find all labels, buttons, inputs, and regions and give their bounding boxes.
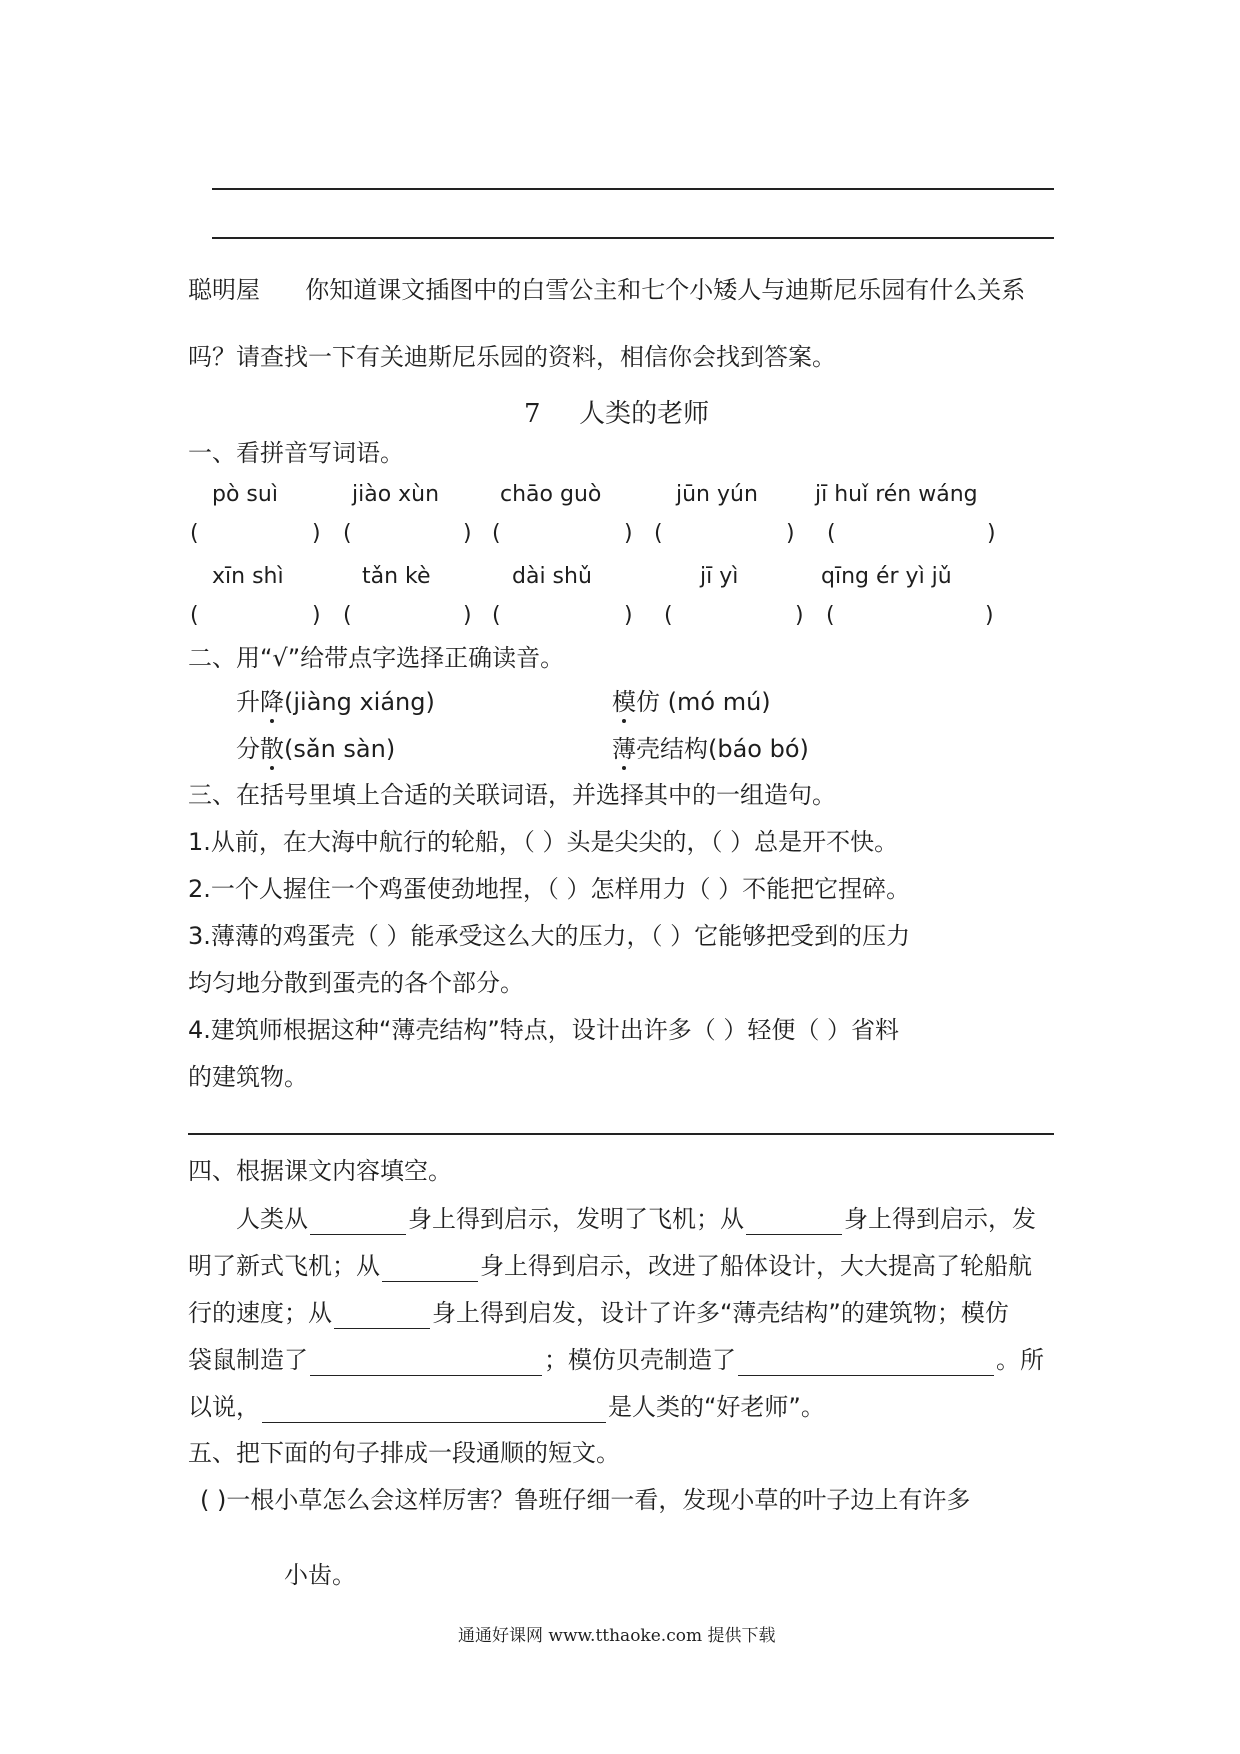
fill-text-1a: 人类从	[236, 1205, 308, 1233]
fill-text-4c: 。所	[996, 1346, 1044, 1374]
answer-line-1	[212, 188, 1054, 190]
smart-room-line1: 你知道课文插图中的白雪公主和七个小矮人与迪斯尼乐园有什么关系	[305, 276, 1026, 304]
fill-text-3a: 行的速度；从	[188, 1299, 332, 1327]
bracket-close-1-5: )	[987, 521, 996, 546]
fill-text-3b: 身上得到启发，设计了许多“薄壳结构”的建筑物；模仿	[432, 1299, 1009, 1327]
bracket-open-2-3: (	[492, 603, 501, 628]
bracket-close-1-2: )	[463, 521, 472, 546]
pinyin-2-2: tǎn kè	[362, 564, 431, 589]
bracket-open-1-1: (	[190, 521, 199, 546]
bracket-open-1-2: (	[343, 521, 352, 546]
pronounce-item-2	[612, 686, 771, 718]
item4-dotted-char: 薄	[612, 735, 636, 763]
section4-heading: 四、根据课文内容填空。	[188, 1157, 452, 1185]
blank-5[interactable]	[310, 1349, 542, 1376]
pinyin-2-5: qīng ér yì jǔ	[821, 564, 952, 589]
section3-heading: 三、在括号里填上合适的关联词语，并选择其中的一组造句。	[188, 781, 836, 809]
blank-6[interactable]	[738, 1349, 994, 1376]
fill-text-5b: 是人类的“好老师”。	[608, 1393, 825, 1421]
pronounce-item-1	[236, 686, 435, 718]
blank-4[interactable]	[334, 1302, 430, 1329]
blank-7[interactable]	[262, 1396, 606, 1423]
bracket-close-2-2: )	[463, 603, 472, 628]
pinyin-1-4: jūn yún	[676, 482, 758, 507]
smart-room-label: 聪明屋	[188, 276, 260, 304]
lesson-name: 人类的老师	[579, 399, 710, 429]
section3-line-4: 均匀地分散到蛋壳的各个部分。	[188, 969, 524, 997]
pronounce-item-3	[236, 733, 395, 765]
fill-text-2b: 身上得到启示，改进了船体设计，大大提高了轮船航	[480, 1252, 1032, 1280]
item4-char2: 壳	[636, 735, 660, 763]
bracket-close-2-5: )	[985, 603, 994, 628]
answer-line-2	[212, 237, 1054, 239]
fill-line-2	[188, 1250, 1032, 1282]
bracket-close-1-4: )	[786, 521, 795, 546]
fill-text-4a: 袋鼠制造了	[188, 1346, 308, 1374]
order-bracket[interactable]: ( )	[200, 1486, 227, 1514]
pinyin-1-2: jiào xùn	[352, 482, 440, 507]
fill-line-1	[236, 1203, 1036, 1235]
fill-text-1b: 身上得到启示，发明了飞机；从	[408, 1205, 744, 1233]
blank-2[interactable]	[746, 1208, 842, 1235]
bracket-close-2-1: )	[312, 603, 321, 628]
section1-heading: 一、看拼音写词语。	[188, 439, 404, 467]
fill-line-3	[188, 1297, 1009, 1329]
item2-pinyin: (mó mú)	[667, 688, 771, 716]
item3-dotted-char: 散	[260, 735, 284, 763]
footer: 通通好课网 www.tthaoke.com 提供下载	[458, 1626, 776, 1646]
section2-heading: 二、用“√”给带点字选择正确读音。	[188, 644, 565, 672]
bracket-close-2-3: )	[624, 603, 633, 628]
pinyin-1-1: pò suì	[212, 482, 278, 507]
bracket-open-2-5: (	[826, 603, 835, 628]
item1-char1: 升	[236, 688, 260, 716]
fill-text-1c: 身上得到启示，发	[844, 1205, 1036, 1233]
bracket-open-2-4: (	[664, 603, 673, 628]
section5-line-2: 小齿。	[284, 1561, 356, 1589]
fill-text-4b: ；模仿贝壳制造了	[544, 1346, 736, 1374]
pinyin-1-5: jī huǐ rén wáng	[815, 482, 978, 507]
section5-line-1	[200, 1484, 970, 1516]
section3-line-2: 2.一个人握住一个鸡蛋使劲地捏，（ ）怎样用力（ ）不能把它捏碎。	[188, 875, 911, 903]
bracket-open-1-5: (	[827, 521, 836, 546]
item2-dotted-char: 模	[612, 688, 636, 716]
section3-line-1: 1.从前，在大海中航行的轮船，（ ）头是尖尖的，（ ）总是开不快。	[188, 828, 899, 856]
item2-char2: 仿	[636, 688, 660, 716]
bracket-open-1-4: (	[654, 521, 663, 546]
section5-text-1: 一根小草怎么会这样厉害？鲁班仔细一看，发现小草的叶子边上有许多	[226, 1486, 971, 1514]
section3-line-3: 3.薄薄的鸡蛋壳（ ）能承受这么大的压力，（ ）它能够把受到的压力	[188, 922, 911, 950]
item1-pinyin: (jiàng xiáng)	[284, 688, 435, 716]
lesson-number: 7	[524, 399, 541, 429]
bracket-close-1-3: )	[624, 521, 633, 546]
pinyin-1-3: chāo guò	[500, 482, 602, 507]
bracket-close-2-4: )	[795, 603, 804, 628]
item1-dotted-char: 降	[260, 688, 284, 716]
smart-room-line2: 吗？请查找一下有关迪斯尼乐园的资料，相信你会找到答案。	[188, 343, 836, 371]
fill-text-2a: 明了新式飞机；从	[188, 1252, 380, 1280]
pinyin-2-4: jī yì	[700, 564, 739, 589]
bracket-open-2-2: (	[343, 603, 352, 628]
blank-1[interactable]	[310, 1208, 406, 1235]
section3-line-6: 的建筑物。	[188, 1063, 308, 1091]
item3-pinyin: (sǎn sàn)	[284, 735, 396, 763]
smart-room	[188, 274, 1025, 306]
item4-pinyin: (báo bó)	[708, 735, 809, 763]
blank-3[interactable]	[382, 1255, 478, 1282]
lesson-title	[524, 393, 709, 430]
sentence-answer-line	[188, 1133, 1054, 1135]
pronounce-item-4	[612, 733, 809, 765]
item4-rest: 结构	[660, 735, 708, 763]
fill-line-4	[188, 1344, 1044, 1376]
fill-text-5a: 以说，	[188, 1393, 260, 1421]
item3-char1: 分	[236, 735, 260, 763]
fill-line-5	[188, 1391, 825, 1423]
pinyin-2-1: xīn shì	[212, 564, 284, 589]
bracket-open-1-3: (	[492, 521, 501, 546]
bracket-close-1-1: )	[312, 521, 321, 546]
bracket-open-2-1: (	[190, 603, 199, 628]
pinyin-2-3: dài shǔ	[512, 564, 592, 589]
section3-line-5: 4.建筑师根据这种“薄壳结构”特点，设计出许多（ ）轻便（ ）省料	[188, 1016, 900, 1044]
section5-heading: 五、把下面的句子排成一段通顺的短文。	[188, 1439, 620, 1467]
